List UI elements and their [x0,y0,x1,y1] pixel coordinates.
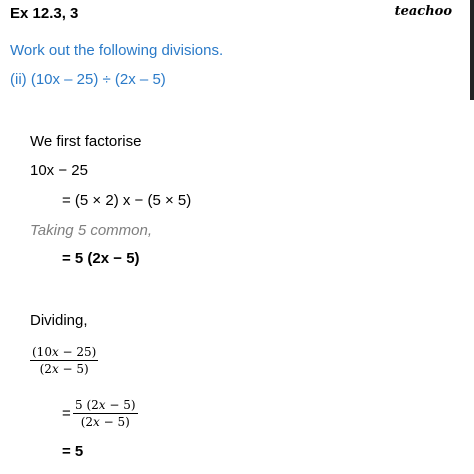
expression: 10x − 25 [30,162,88,179]
teachoo-logo: teachoo [394,4,452,19]
question-instruction: Work out the following divisions. [10,42,224,59]
fraction-denominator: (2𝑥 − 5) [39,362,89,376]
final-answer: = 5 [62,443,84,460]
equals-sign: = [62,405,71,422]
fraction-numerator: (10𝑥 − 25) [32,345,97,359]
factored-result: = 5 (2x − 5) [62,250,140,267]
fraction-numerator: 5 (2𝑥 − 5) [75,398,136,412]
note-text: Taking 5 common, [30,222,153,239]
exercise-title: Ex 12.3, 3 [10,5,79,22]
fraction-factored [73,398,138,429]
dividing-label: Dividing, [30,312,88,329]
accent-bar [470,0,474,100]
fraction-denominator: (2𝑥 − 5) [80,415,130,429]
solution-intro: We first factorise [30,133,142,150]
question-part: (ii) (10x – 25) ÷ (2x – 5) [10,71,166,88]
fraction-original [30,345,98,376]
factor-step: = (5 × 2) x − (5 × 5) [62,192,192,209]
